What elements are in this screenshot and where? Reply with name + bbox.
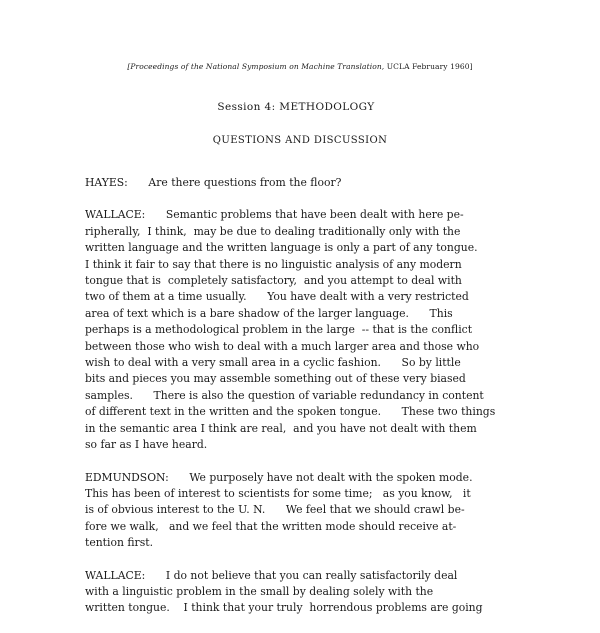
paragraph-wallace-2	[85, 568, 525, 617]
text-line: written language and the written language is only a part of any tongue.	[85, 241, 478, 255]
text-line: two of them at a time usually. You have dealt with a very restricted	[85, 290, 469, 304]
text-line: HAYES: Are there questions from the floor?	[85, 176, 342, 189]
text-line: samples. There is also the question of variable redundancy in content	[85, 388, 484, 402]
text-line: written tongue. I think that your truly horrendous problems are going	[85, 601, 483, 615]
text-line: fore we walk, and we feel that the written mode should receive at-	[85, 519, 457, 533]
text-line: perhaps is a methodological problem in the large -- that is the conflict	[85, 323, 473, 337]
text-line: with a linguistic problem in the small by dealing solely with the	[85, 584, 434, 598]
discussion-body	[85, 175, 525, 633]
text-line: ripherally, I think, may be due to dealing traditionally only with the	[85, 224, 461, 238]
proceedings-note	[0, 62, 600, 71]
text-line: of different text in the written and the spoken tongue. These two things	[85, 405, 496, 419]
proceedings-note-plain: UCLA February 1960]	[384, 62, 473, 71]
session-title: Session 4: METHODOLOGY	[217, 101, 375, 113]
text-line: bits and pieces you may assemble something out of these very biased	[85, 372, 466, 386]
text-line: is of obvious interest to the U. N. We feel that we should crawl be-	[85, 503, 465, 517]
text-line: so far as I have heard.	[85, 438, 208, 452]
text-line: area of text which is a bare shadow of the larger language. This	[85, 306, 453, 320]
text-line: tention first.	[85, 536, 154, 550]
text-line: This has been of interest to scientists for some time; as you know, it	[85, 486, 471, 500]
proceedings-note-italic: [Proceedings of the National Symposium on Machine Translation,	[127, 62, 385, 71]
text-line: WALLACE: Semantic problems that have been dealt with here pe-	[85, 208, 464, 222]
text-line: EDMUNDSON: We purposely have not dealt with the spoken mode.	[85, 470, 473, 484]
text-line: tongue that is completely satisfactory, and you attempt to deal with	[85, 274, 462, 288]
paragraph-hayes	[85, 175, 525, 191]
text-line: WALLACE: I do not believe that you can really satisfactorily deal	[85, 568, 458, 582]
text-line: I think it fair to say that there is no linguistic analysis of any modern	[85, 257, 462, 271]
paragraph-wallace-1	[85, 207, 525, 453]
text-line: in the semantic area I think are real, and you have not dealt with them	[85, 421, 477, 435]
text-line: between those who wish to deal with a much larger area and those who	[85, 339, 480, 353]
text-line: wish to deal with a very small area in a cyclic fashion. So by little	[85, 356, 461, 370]
section-title: QUESTIONS AND DISCUSSION	[212, 135, 388, 146]
paragraph-edmundson	[85, 470, 525, 552]
